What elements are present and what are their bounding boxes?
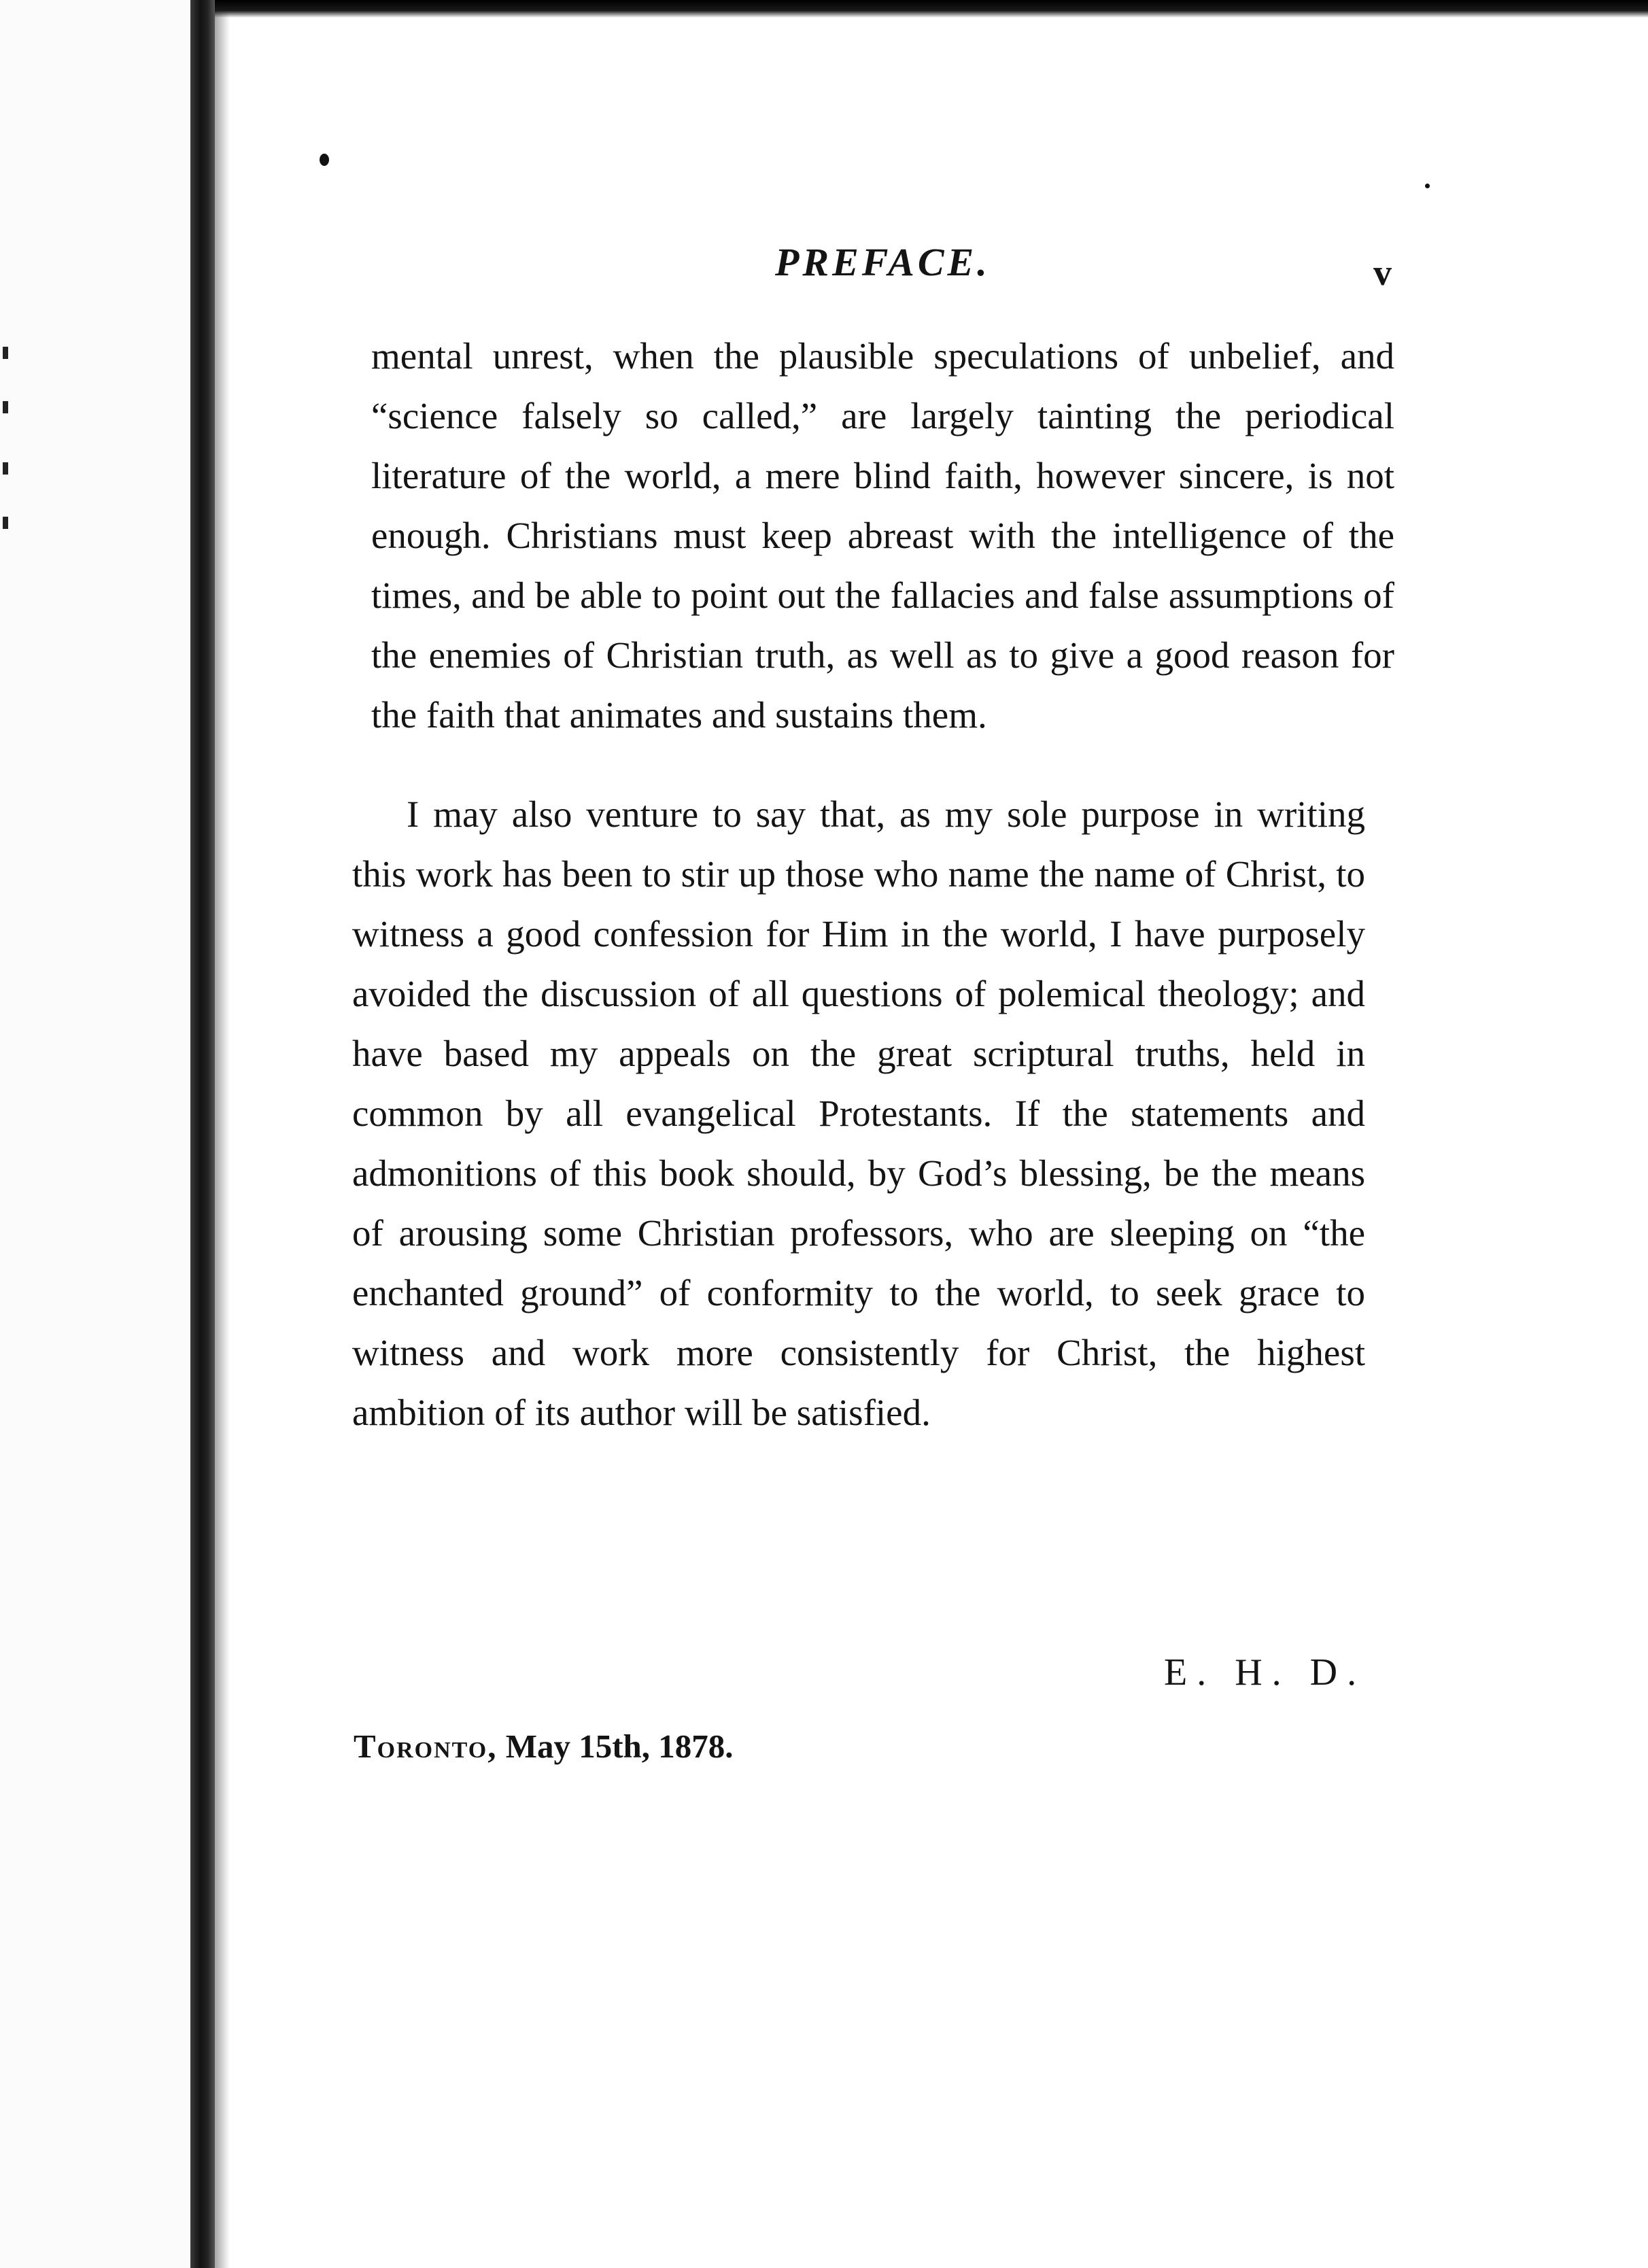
paragraph-2: I may also venture to say that, as my sole purpose in writing this work has been to stir up those who name the name of Christ, to witness a good confession for Him in the world, I have purposely avoided the discussion of all questions of polemical theology; and have based my appeals on the great scriptural truths, held in common by all evangelical Protestants. If the statements and admonitions of this book should, by God’s blessing, be the means of arousing some Christian professors, who are sleeping on “the enchanted ground” of conformity to the world, to seek grace to witness and work more consistently for Christ, the highest ambition of its author will be satisfied. (352, 793, 1365, 1433)
ink-speck (1425, 184, 1430, 188)
ink-speck (320, 154, 329, 166)
paragraph-1: mental unrest, when the plausible speculations of unbelief, and “science falsely so called,” are largely tainting the periodical literature of the world, a mere blind faith, however sincere, is not enough. Christians must keep abreast with the intelligence of the times, and be able to point out the fallacies and false assumptions of the enemies of Christian truth, as well as to give a good reason for the faith that animates and sustains them. (371, 335, 1394, 736)
preface-body (352, 326, 1394, 1443)
page-number: v (1373, 252, 1392, 293)
facing-page-margin (0, 0, 193, 2268)
book-binding-edge (190, 0, 215, 2268)
author-initials: E. H. D. (1164, 1651, 1367, 1694)
page-top-edge (215, 0, 1648, 18)
place-name: Toronto, (354, 1728, 498, 1765)
date: May 15th, 1878. (505, 1728, 734, 1765)
running-head: PREFACE. (775, 240, 991, 284)
binding-shadow (215, 0, 230, 2268)
place-and-date (354, 1727, 734, 1766)
